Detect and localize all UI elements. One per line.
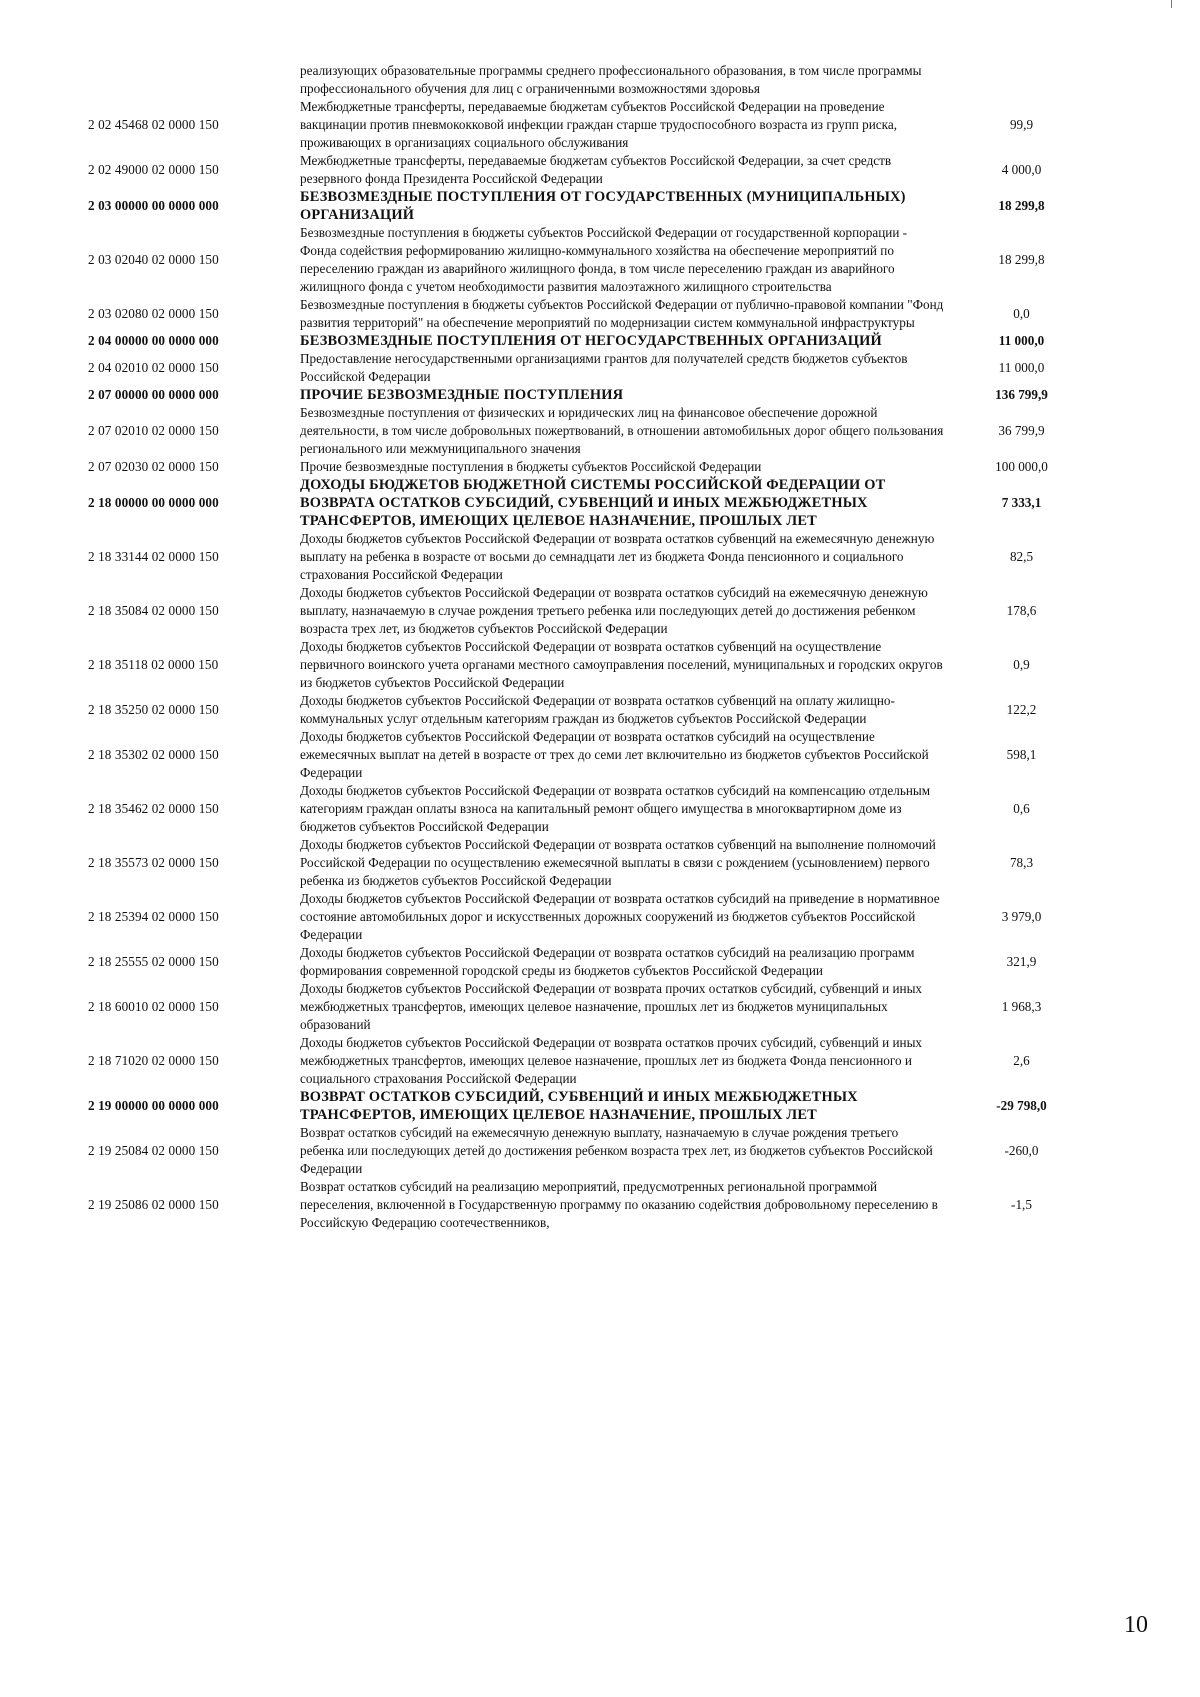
income-description: Доходы бюджетов субъектов Российской Федерации от возврата остатков субвенций на оплату жилищно-коммунальных услуг отдельным категориям граждан из бюджетов субъектов Российской Федерации <box>300 693 895 726</box>
table-row <box>88 890 1098 944</box>
income-description: ВОЗВРАТ ОСТАТКОВ СУБСИДИЙ, СУБВЕНЦИЙ И ИНЫХ МЕЖБЮДЖЕТНЫХ ТРАНСФЕРТОВ, ИМЕЮЩИХ ЦЕЛЕВОЕ НАЗНАЧЕНИЕ, ПРОШЛЫХ ЛЕТ <box>300 1089 858 1123</box>
budget-code: 2 04 00000 00 0000 000 <box>88 333 219 348</box>
income-description: Возврат остатков субсидий на реализацию мероприятий, предусмотренных региональной программой переселения, включенной в Государственную программу по оказанию содействия добровольному переселению в Российскую Федерацию соотечественников, <box>300 1179 938 1230</box>
budget-code: 2 18 35118 02 0000 150 <box>88 657 219 672</box>
amount: 100 000,0 <box>995 459 1048 474</box>
budget-code: 2 19 00000 00 0000 000 <box>88 1098 219 1113</box>
amount: 122,2 <box>1006 702 1037 717</box>
budget-code <box>88 62 300 98</box>
table-row <box>88 836 1098 890</box>
budget-code: 2 07 00000 00 0000 000 <box>88 387 219 402</box>
table-row <box>88 332 1098 350</box>
income-description: Доходы бюджетов субъектов Российской Федерации от возврата остатков субсидий на ежемесячную денежную выплату, назначаемую в случае рождения третьего ребенка или последующих детей до достижения ребенком возраста трех лет, из бюджетов субъектов Российской Федерации <box>300 585 928 636</box>
budget-code: 2 04 02010 02 0000 150 <box>88 360 219 375</box>
income-description: Доходы бюджетов субъектов Российской Федерации от возврата прочих остатков субсидий, субвенций и иных межбюджетных трансфертов, имеющих целевое назначение, прошлых лет из бюджетов муниципальных образований <box>300 981 923 1032</box>
budget-code: 2 19 25084 02 0000 150 <box>88 1143 219 1158</box>
document-page <box>0 62 1200 1232</box>
amount: 18 299,8 <box>998 252 1045 267</box>
table-row <box>88 1088 1098 1124</box>
income-description: Доходы бюджетов субъектов Российской Федерации от возврата остатков субвенций на выполнение полномочий Российской Федерации по осуществлению ежемесячной выплаты в связи с рождением (усыновлением) первого ребенка из бюджетов субъектов Российской Федерации <box>300 837 936 888</box>
table-row <box>88 1034 1098 1088</box>
amount: 178,6 <box>1006 603 1037 618</box>
budget-code: 2 18 25394 02 0000 150 <box>88 909 219 924</box>
amount: 321,9 <box>1006 954 1037 969</box>
budget-code: 2 07 02010 02 0000 150 <box>88 423 219 438</box>
budget-code: 2 18 71020 02 0000 150 <box>88 1053 219 1068</box>
budget-code: 2 18 60010 02 0000 150 <box>88 999 219 1014</box>
table-row <box>88 188 1098 224</box>
edge-mark <box>1171 0 1172 8</box>
budget-code: 2 02 45468 02 0000 150 <box>88 117 219 132</box>
table-row <box>88 728 1098 782</box>
income-description: Доходы бюджетов субъектов Российской Федерации от возврата остатков субвенций на ежемесячную денежную выплату на ребенка в возрасте от восьми до семнадцати лет из бюджета Фонда пенсионного и социального страхования Российской Федерации <box>300 531 935 582</box>
amount: 0,0 <box>1013 306 1030 321</box>
table-row <box>88 98 1098 152</box>
amount: 99,9 <box>1009 117 1034 132</box>
amount: 4 000,0 <box>1001 162 1042 177</box>
budget-table-body <box>88 62 1098 1232</box>
table-row <box>88 980 1098 1034</box>
amount: 18 299,8 <box>998 198 1045 213</box>
amount: 3 979,0 <box>1001 909 1042 924</box>
table-row <box>88 404 1098 458</box>
table-row <box>88 62 1098 98</box>
table-row <box>88 530 1098 584</box>
amount: 0,9 <box>1013 657 1030 672</box>
income-description: реализующих образовательные программы среднего профессионального образования, в том числе программы профессионального обучения для лиц с ограниченными возможностями здоровья <box>300 63 922 96</box>
income-description: Безвозмездные поступления в бюджеты субъектов Российской Федерации от публично-правовой компании "Фонд развития территорий" на обеспечение мероприятий по модернизации систем коммунальной инфраструктуры <box>300 297 944 330</box>
income-description: Безвозмездные поступления в бюджеты субъектов Российской Федерации от государственной корпорации - Фонда содействия реформированию жилищно-коммунального хозяйства на обеспечение мероприятий по переселению граждан из аварийного жилищного фонда, в том числе переселению граждан из аварийного жилищного фонда с учетом необходимости развития малоэтажного жилищного строительства <box>300 225 908 294</box>
budget-code: 2 03 00000 00 0000 000 <box>88 198 219 213</box>
amount: 136 799,9 <box>995 387 1048 402</box>
income-description: Доходы бюджетов субъектов Российской Федерации от возврата остатков субвенций на осуществление первичного воинского учета органами местного самоуправления поселений, муниципальных и городских округов из бюджетов субъектов Российской Федерации <box>300 639 943 690</box>
table-row <box>88 296 1098 332</box>
income-description: Доходы бюджетов субъектов Российской Федерации от возврата остатков субсидий на осуществление ежемесячных выплат на детей в возрасте от трех до семи лет включительно из бюджетов субъектов Российской Федерации <box>300 729 929 780</box>
amount: 7 333,1 <box>1001 495 1042 510</box>
table-row <box>88 476 1098 530</box>
amount: 78,3 <box>1009 855 1034 870</box>
table-row <box>88 224 1098 296</box>
budget-code: 2 07 02030 02 0000 150 <box>88 459 219 474</box>
income-description: ДОХОДЫ БЮДЖЕТОВ БЮДЖЕТНОЙ СИСТЕМЫ РОССИЙСКОЙ ФЕДЕРАЦИИ ОТ ВОЗВРАТА ОСТАТКОВ СУБСИДИЙ, СУБВЕНЦИЙ И ИНЫХ МЕЖБЮДЖЕТНЫХ ТРАНСФЕРТОВ, ИМЕЮЩИХ ЦЕЛЕВОЕ НАЗНАЧЕНИЕ, ПРОШЛЫХ ЛЕТ <box>300 477 886 529</box>
amount: -260,0 <box>1004 1143 1039 1158</box>
table-row <box>88 350 1098 386</box>
table-row <box>88 1124 1098 1178</box>
amount: -1,5 <box>1011 1197 1032 1212</box>
amount: 2,6 <box>1013 1053 1030 1068</box>
income-description: Доходы бюджетов субъектов Российской Федерации от возврата остатков субсидий на реализацию программ формирования современной городской среды из бюджетов субъектов Российской Федерации <box>300 945 915 978</box>
page-number: 10 <box>1124 1612 1148 1638</box>
table-row <box>88 782 1098 836</box>
amount: 11 000,0 <box>998 360 1045 375</box>
amount: 36 799,9 <box>998 423 1045 438</box>
amount: 598,1 <box>1006 747 1037 762</box>
budget-code: 2 02 49000 02 0000 150 <box>88 162 219 177</box>
table-row <box>88 944 1098 980</box>
budget-code: 2 18 35302 02 0000 150 <box>88 747 219 762</box>
income-description: Межбюджетные трансферты, передаваемые бюджетам субъектов Российской Федерации, за счет средств резервного фонда Президента Российской Федерации <box>300 153 892 186</box>
amount: -29 798,0 <box>996 1098 1047 1113</box>
income-description: Доходы бюджетов субъектов Российской Федерации от возврата остатков субсидий на приведение в нормативное состояние автомобильных дорог и искусственных дорожных сооружений из бюджетов субъектов Российской Федерации <box>300 891 940 942</box>
amount: 82,5 <box>1009 549 1034 564</box>
table-row <box>88 1178 1098 1232</box>
income-description: ПРОЧИЕ БЕЗВОЗМЕЗДНЫЕ ПОСТУПЛЕНИЯ <box>300 387 624 403</box>
budget-code: 2 03 02040 02 0000 150 <box>88 252 219 267</box>
income-description: Предоставление негосударственными организациями грантов для получателей средств бюджетов субъектов Российской Федерации <box>300 351 908 384</box>
budget-code: 2 18 35573 02 0000 150 <box>88 855 219 870</box>
table-row <box>88 152 1098 188</box>
table-row <box>88 584 1098 638</box>
table-row <box>88 692 1098 728</box>
table-row <box>88 458 1098 476</box>
budget-code: 2 19 25086 02 0000 150 <box>88 1197 219 1212</box>
income-description: Возврат остатков субсидий на ежемесячную денежную выплату, назначаемую в случае рождения третьего ребенка или последующих детей до достижения ребенком возраста трех лет, из бюджетов субъектов Российской Федерации <box>300 1125 933 1176</box>
amount: 1 968,3 <box>1001 999 1042 1014</box>
budget-code: 2 18 25555 02 0000 150 <box>88 954 219 969</box>
table-row <box>88 386 1098 404</box>
budget-code: 2 18 35250 02 0000 150 <box>88 702 219 717</box>
budget-code: 2 18 33144 02 0000 150 <box>88 549 219 564</box>
income-description: БЕЗВОЗМЕЗДНЫЕ ПОСТУПЛЕНИЯ ОТ ГОСУДАРСТВЕННЫХ (МУНИЦИПАЛЬНЫХ) ОРГАНИЗАЦИЙ <box>300 189 906 223</box>
income-description: Доходы бюджетов субъектов Российской Федерации от возврата остатков прочих субсидий, субвенций и иных межбюджетных трансфертов, имеющих целевое назначение, прошлых лет из бюджета Фонда пенсионного и социального страхования Российской Федерации <box>300 1035 923 1086</box>
budget-code: 2 18 35084 02 0000 150 <box>88 603 219 618</box>
budget-table <box>88 62 1098 1232</box>
income-description: Доходы бюджетов субъектов Российской Федерации от возврата остатков субсидий на компенсацию отдельным категориям граждан оплаты взноса на капитальный ремонт общего имущества в многоквартирном доме из бюджетов субъектов Российской Федерации <box>300 783 931 834</box>
income-description: БЕЗВОЗМЕЗДНЫЕ ПОСТУПЛЕНИЯ ОТ НЕГОСУДАРСТВЕННЫХ ОРГАНИЗАЦИЙ <box>300 333 882 349</box>
amount: 0,6 <box>1013 801 1030 816</box>
table-row <box>88 638 1098 692</box>
income-description: Безвозмездные поступления от физических и юридических лиц на финансовое обеспечение дорожной деятельности, в том числе добровольных пожертвований, в отношении автомобильных дорог общего пользования регионального или межмуниципального значения <box>300 405 944 456</box>
budget-code: 2 18 00000 00 0000 000 <box>88 495 219 510</box>
income-description: Межбюджетные трансферты, передаваемые бюджетам субъектов Российской Федерации на проведение вакцинации против пневмококковой инфекции граждан старше трудоспособного возраста из групп риска, проживающих в организациях социального обслуживания <box>300 99 898 150</box>
budget-code: 2 03 02080 02 0000 150 <box>88 306 219 321</box>
income-description: Прочие безвозмездные поступления в бюджеты субъектов Российской Федерации <box>300 459 762 474</box>
budget-code: 2 18 35462 02 0000 150 <box>88 801 219 816</box>
amount <box>945 62 1098 98</box>
amount: 11 000,0 <box>998 333 1045 348</box>
